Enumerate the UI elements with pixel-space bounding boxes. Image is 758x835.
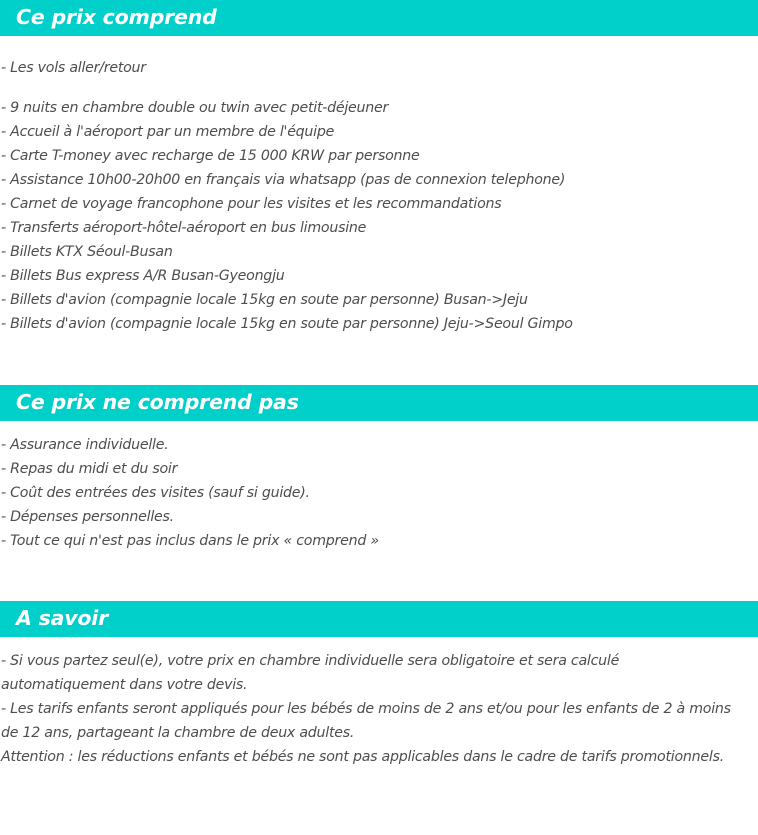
section-header-good-to-know: A savoir [0, 601, 758, 637]
section-body-good-to-know [0, 649, 758, 769]
spacer [0, 637, 758, 649]
list-item: - Dépenses personnelles. [1, 509, 174, 525]
list-item: - Les tarifs enfants seront appliqués pour les bébés de moins de 2 ans et/ou pour les enfants de 2 à moins de 12 ans, partageant la chambre de deux adultes. [1, 701, 731, 741]
list-item: - Si vous partez seul(e), votre prix en chambre individuelle sera obligatoire et sera calculé automatiquement dans votre devis. [1, 653, 620, 693]
section-body-included [0, 56, 758, 336]
section-good-to-know [0, 601, 758, 769]
list-item: - Assistance 10h00-20h00 en français via whatsapp (pas de connexion telephone) [1, 172, 566, 188]
list-item: - Tout ce qui n'est pas inclus dans le prix « comprend » [1, 533, 379, 549]
section-header-not-included: Ce prix ne comprend pas [0, 385, 758, 421]
spacer [0, 36, 758, 56]
list-item: - Billets KTX Séoul-Busan [1, 244, 173, 260]
list-item: - Transferts aéroport-hôtel-aéroport en bus limousine [1, 220, 367, 236]
list-item: - Assurance individuelle. [1, 437, 169, 453]
list-item: - Accueil à l'aéroport par un membre de l'équipe [1, 124, 335, 140]
note-item: Attention : les réductions enfants et bébés ne sont pas applicables dans le cadre de tarifs promotionnels. [1, 749, 724, 765]
list-item: - Coût des entrées des visites (sauf si guide). [1, 485, 310, 501]
section-included [0, 0, 758, 336]
spacer [0, 769, 758, 809]
list-item: - Billets d'avion (compagnie locale 15kg en soute par personne) Busan->Jeju [1, 292, 528, 308]
section-not-included [0, 385, 758, 553]
section-body-not-included [0, 433, 758, 553]
spacer [0, 421, 758, 433]
list-item: - Carte T-money avec recharge de 15 000 KRW par personne [1, 148, 420, 164]
spacer [0, 553, 758, 601]
list-item: - Billets d'avion (compagnie locale 15kg en soute par personne) Jeju->Seoul Gimpo [1, 316, 573, 332]
list-item: - 9 nuits en chambre double ou twin avec petit-déjeuner [1, 100, 389, 116]
section-header-included: Ce prix comprend [0, 0, 758, 36]
list-item: - Carnet de voyage francophone pour les visites et les recommandations [1, 196, 502, 212]
blank-line [0, 80, 758, 96]
list-item: - Billets Bus express A/R Busan-Gyeongju [1, 268, 285, 284]
list-item: - Les vols aller/retour [1, 60, 146, 76]
list-item: - Repas du midi et du soir [1, 461, 178, 477]
spacer [0, 336, 758, 385]
